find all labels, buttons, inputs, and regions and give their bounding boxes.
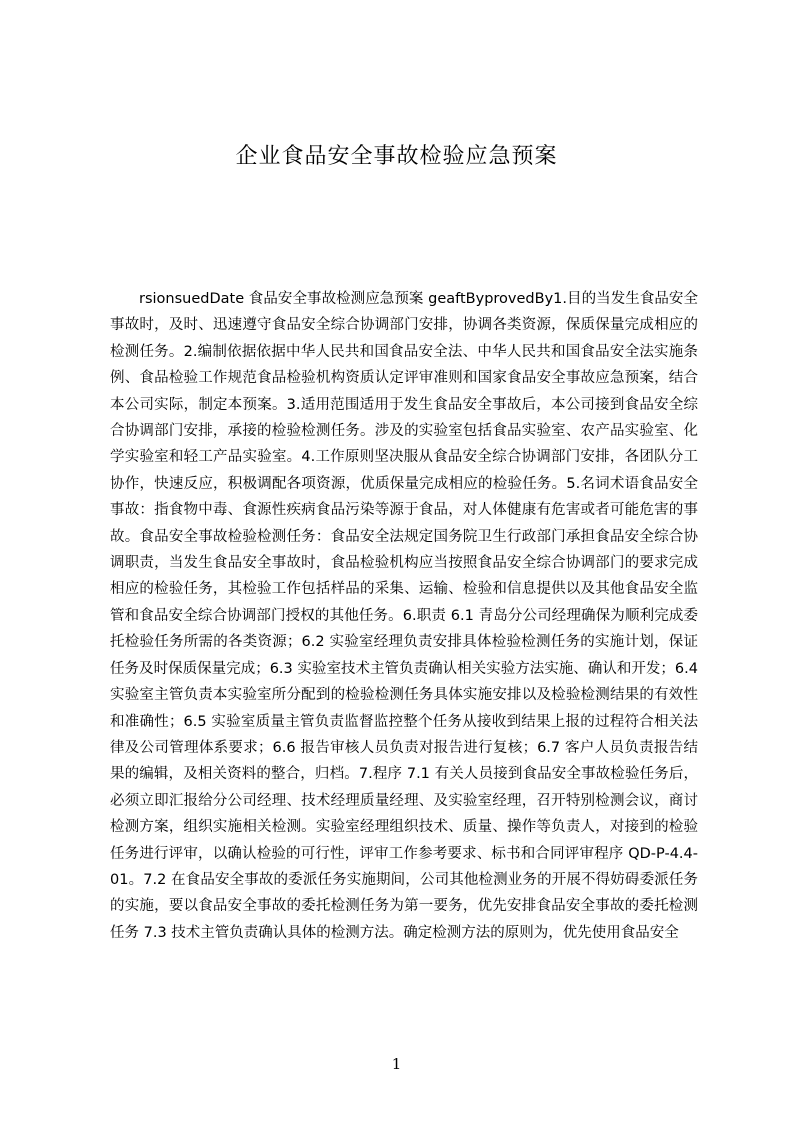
document-body: rsionsuedDate 食品安全事故检测应急预案 geaftByprovedBy1.目的当发生食品安全事故时，及时、迅速遵守食品安全综合协调部门安排，协调各类资源，保质保量完成相应的检测任务。2.编制依据依据中华人民共和国食品安全法、中华人民共和国食品安全法实施条例、食品检验工作规范食品检验机构资质认定评审准则和国家食品安全事故应急预案，结合本公司实际，制定本预案。3.适用范围适用于发生食品安全事故后，本公司接到食品安全综合协调部门安排，承接的检验检测任务。涉及的实验室包括食品实验室、农产品实验室、化学实验室和轻工产品实验室。4.工作原则坚决服从食品安全综合协调部门安排，各团队分工协作，快速反应，积极调配各项资源，优质保量完成相应的检验任务。5.名词术语食品安全事故：指食物中毒、食源性疾病食品污染等源于食品，对人体健康有危害或者可能危害的事故。食品安全事故检验检测任务：食品安全法规定国务院卫生行政部门承担食品安全综合协调职责，当发生食品安全事故时，食品检验机构应当按照食品安全综合协调部门的要求完成相应的检验任务，其检验工作包括样品的采集、运输、检验和信息提供以及其他食品安全监管和食品安全综合协调部门授权的其他任务。6.职责 6.1 青岛分公司经理确保为顺利完成委托检验任务所需的各类资源；6.2 实验室经理负责安排具体检验检测任务的实施计划，保证任务及时保质保量完成；6.3 实验室技术主管负责确认相关实验方法实施、确认和开发；6.4 实验室主管负责本实验室所分配到的检验检测任务具体实施安排以及检验检测结果的有效性和准确性；6.5 实验室质量主管负责监督监控整个任务从接收到结果上报的过程符合相关法律及公司管理体系要求；6.6 报告审核人员负责对报告进行复核；6.7 客户人员负责报告结果的编辑，及相关资料的整合，归档。7.程序 7.1 有关人员接到食品安全事故检验任务后，必须立即汇报给分公司经理、技术经理质量经理、及实验室经理，召开特别检测会议，商讨检测方案，组织实施相关检测。实验室经理组织技术、质量、操作等负责人，对接到的检验任务进行评审，以确认检验的可行性，评审工作参考要求、标书和合同评审程序 QD-P-4.4-01。7.2 在食品安全事故的委派任务实施期间，公司其他检测业务的开展不得妨碍委派任务的实施，要以食品安全事故的委托检测任务为第一要务，优先安排食品安全事故的委托检测任务 7.3 技术主管负责确认具体的检测方法。确定检测方法的原则为，优先使用食品安全: [110, 291, 698, 941]
page-number: 1: [391, 1055, 402, 1073]
document-title: 企业食品安全事故检验应急预案: [235, 144, 558, 169]
